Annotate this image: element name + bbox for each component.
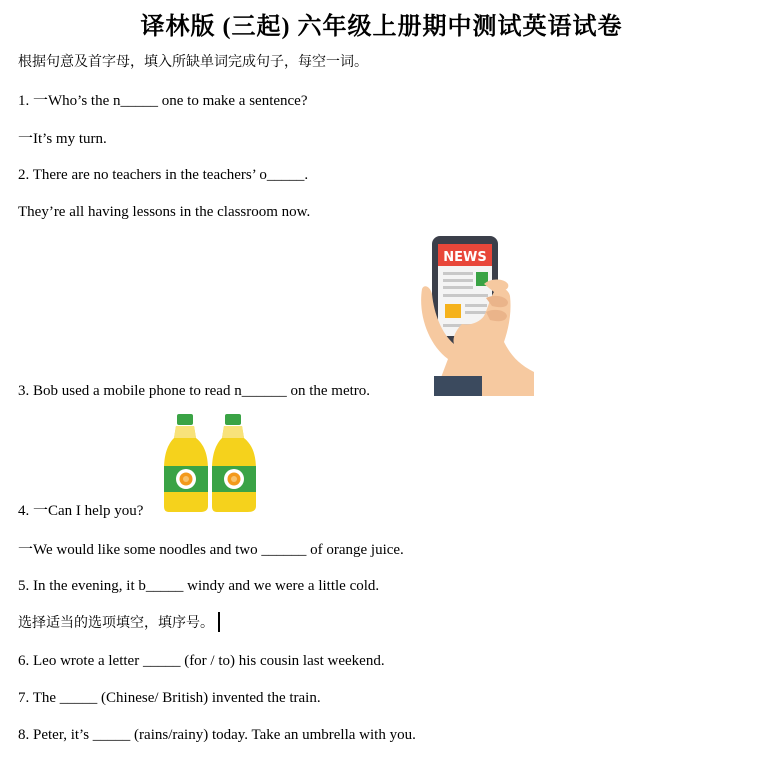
juice-bottle (212, 414, 256, 512)
section2-instruction-row (18, 612, 220, 633)
news-label: NEWS (443, 250, 487, 265)
question-7: 7. The _____ (Chinese/ British) invented the train. (18, 690, 321, 706)
question-4-line-2: 一We would like some noodles and two ______ of orange juice. (18, 542, 404, 558)
section1-instruction: 根据句意及首字母，填入所缺单词完成句子，每空一词。 (18, 54, 368, 70)
question-2-line-2: They’re all having lessons in the classroom now. (18, 204, 311, 220)
sleeve (434, 376, 482, 396)
orange-juice-bottles-illustration (162, 412, 258, 514)
orange-image-block (445, 304, 461, 318)
news-phone-illustration (418, 234, 536, 396)
question-3: 3. Bob used a mobile phone to read n______ on the metro. (18, 383, 371, 399)
question-8: 8. Peter, it’s _____ (rains/rainy) today. Take an umbrella with you. (18, 727, 416, 743)
text-cursor (218, 612, 220, 632)
question-5: 5. In the evening, it b_____ windy and we were a little cold. (18, 578, 380, 594)
question-4-line-1: 4. 一Can I help you? (18, 503, 144, 519)
question-2-line-1: 2. There are no teachers in the teachers’ o_____. (18, 167, 309, 183)
page-title: 译林版 (三起) 六年级上册期中测试英语试卷 (140, 14, 623, 40)
section2-instruction: 选择适当的选项填空，填序号。 (18, 615, 214, 631)
question-1-line-1: 1. 一Who’s the n_____ one to make a sentence? (18, 93, 308, 109)
question-1-line-2: 一It’s my turn. (18, 131, 107, 147)
juice-bottle (164, 414, 208, 512)
question-6: 6. Leo wrote a letter _____ (for / to) his cousin last weekend. (18, 653, 385, 669)
